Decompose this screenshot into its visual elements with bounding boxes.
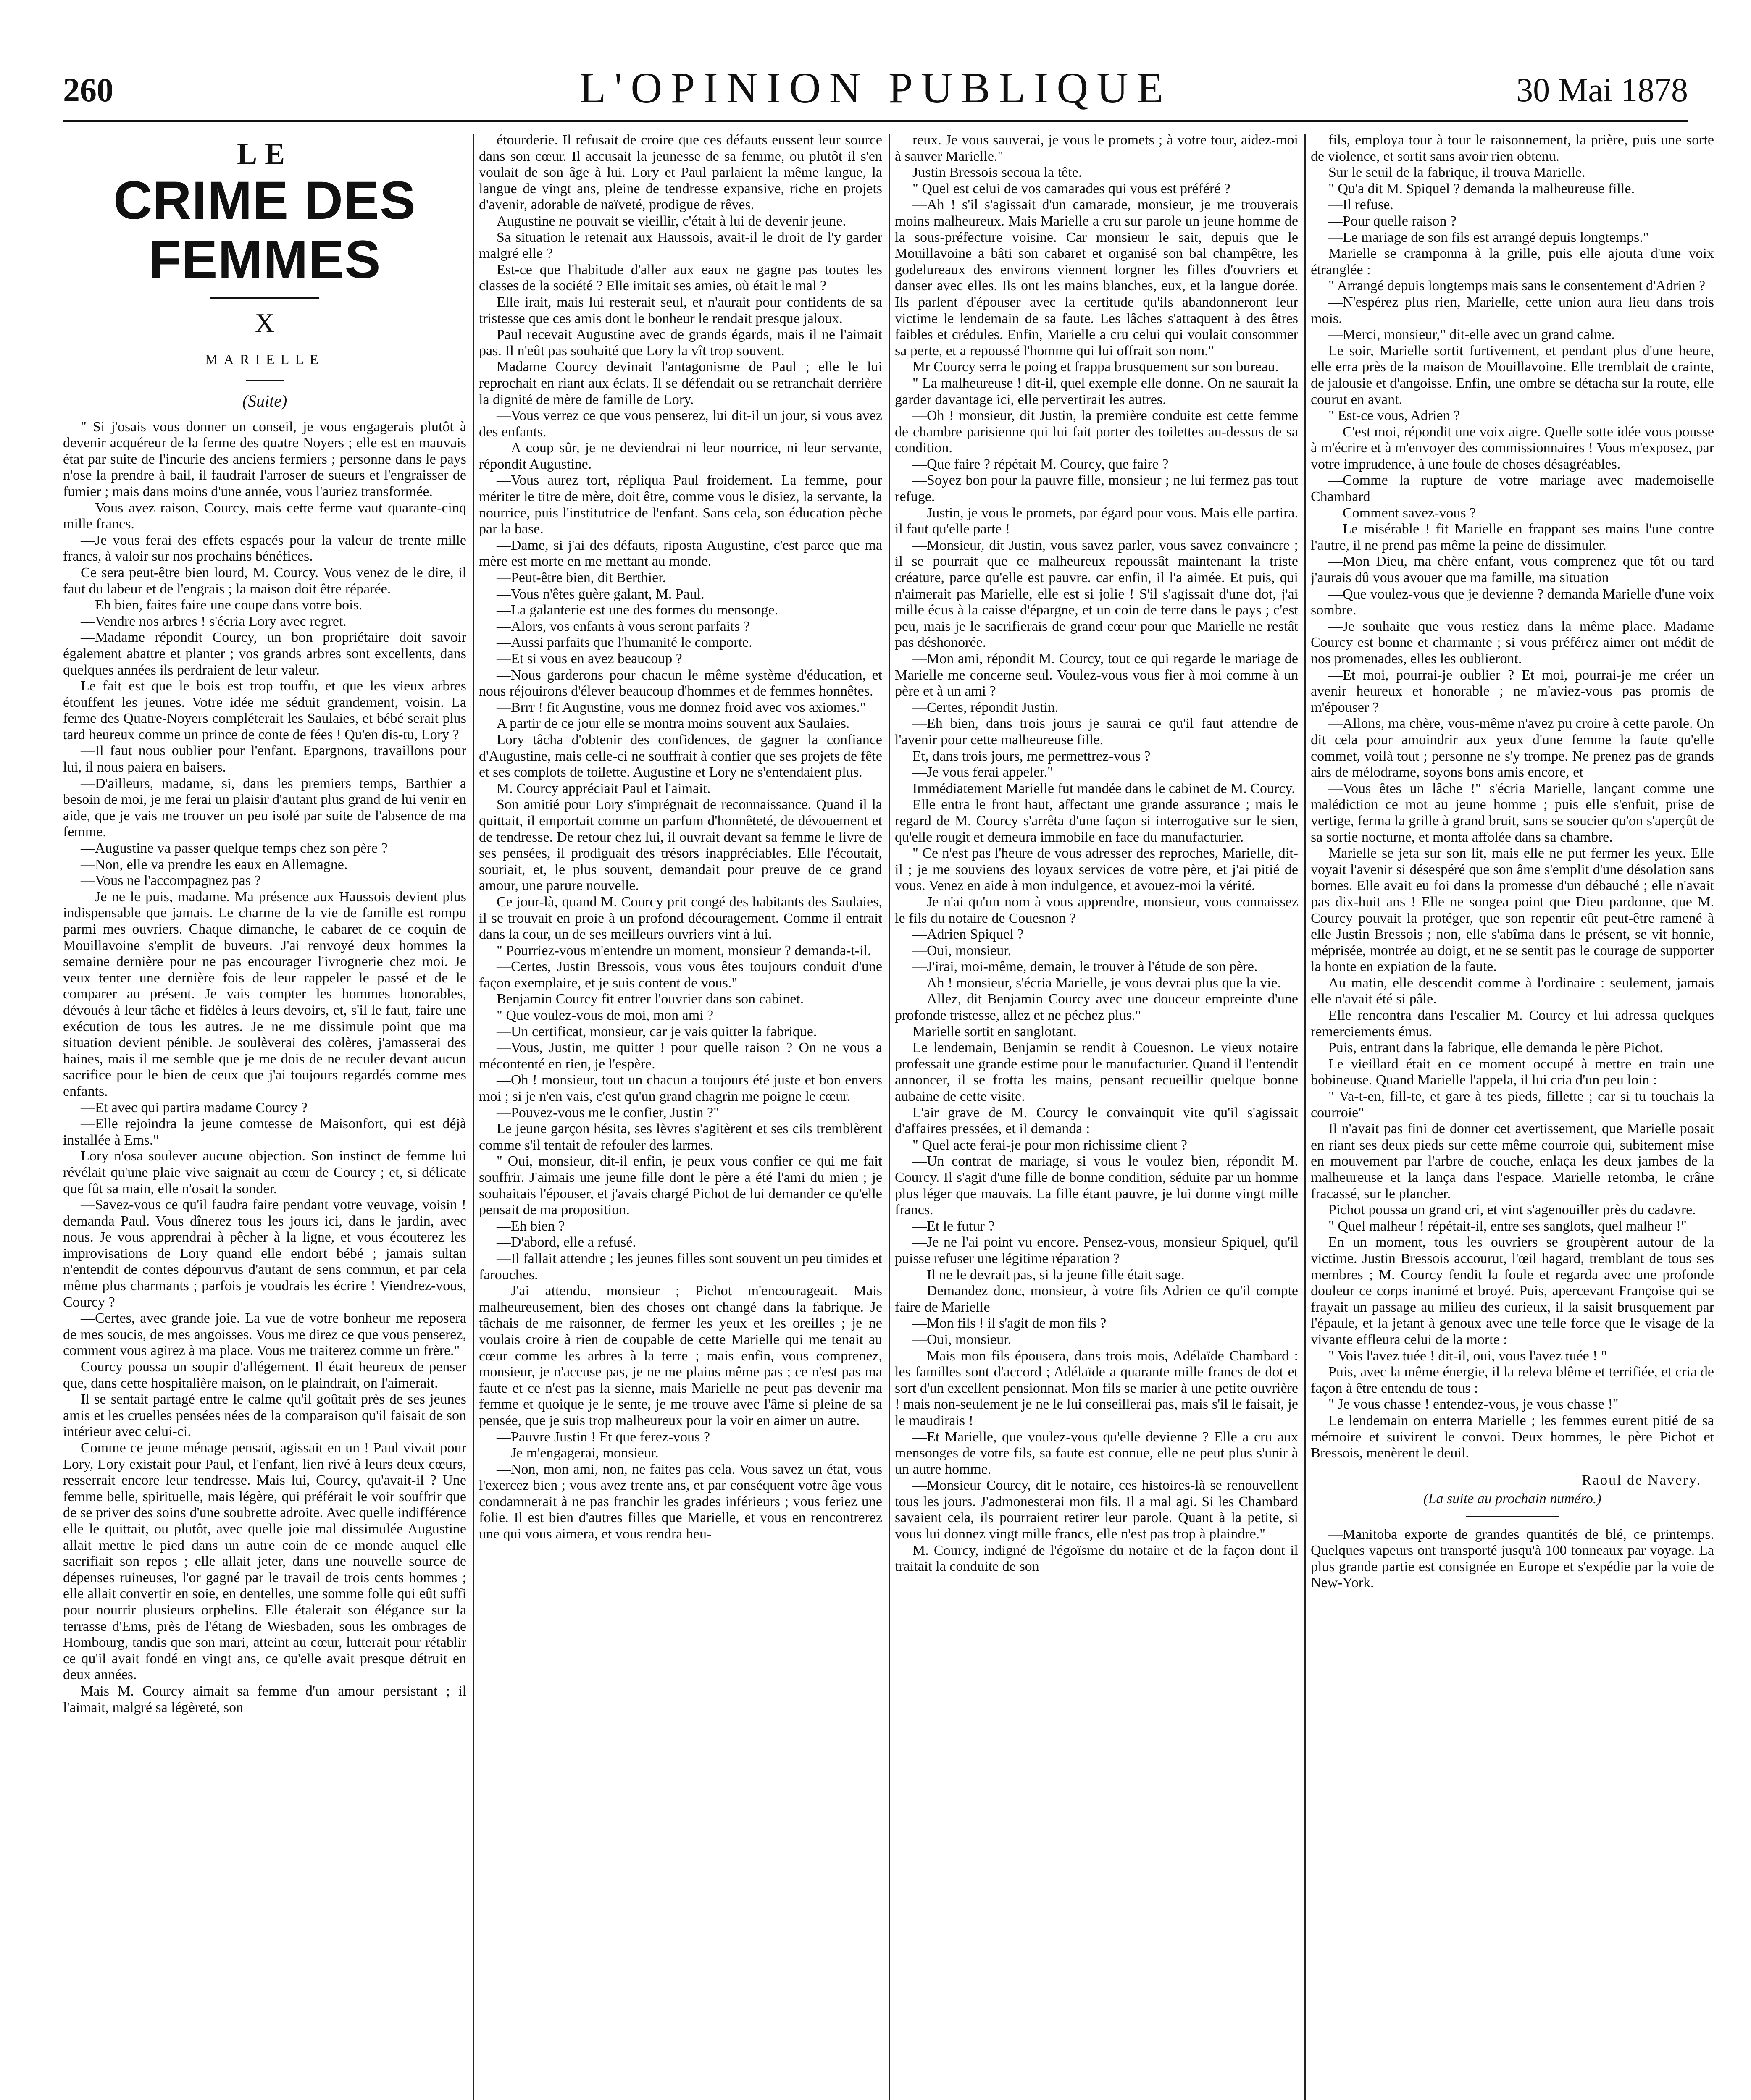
paragraph: Puis, entrant dans la fabrique, elle demanda le père Pichot.: [1328, 1040, 1663, 1056]
paragraph: —Alors, vos enfants à vous seront parfaits ?: [497, 618, 750, 634]
paragraph: Paul recevait Augustine avec de grands égards, mais il ne l'aimait pas. Il n'eût pas souhaité que Lory la vît trop souvent.: [479, 327, 882, 359]
paragraph: " Quel est celui de vos camarades qui vous est préféré ?: [912, 181, 1230, 197]
paragraph: Marielle sortit en sanglotant.: [912, 1024, 1077, 1040]
paragraph: " Ce n'est pas l'heure de vous adresser des reproches, Marielle, dit-il ; je me souviens des loyaux services de votre père, et j'ai pitié de vous. Venez en aide à mon indulgence, et avouez-moi la vérité.: [895, 845, 1298, 894]
paragraph: —Allez, dit Benjamin Courcy avec une douceur empreinte d'une profonde tristesse, allez et ne péchez plus.": [895, 991, 1298, 1024]
paragraph: —Certes, répondit Justin.: [912, 699, 1059, 715]
paragraph: —Eh bien, dans trois jours je saurai ce qu'il faut attendre de l'avenir pour cette malheureuse fille.: [895, 716, 1298, 748]
paragraph: Au matin, elle descendit comme à l'ordinaire : seulement, jamais elle n'avait été si pâle.: [1311, 975, 1714, 1007]
paragraph: —Monsieur Courcy, dit le notaire, ces histoires-là se renouvellent tous les jours. J'admonesterai mon fils. Il a mal agi. Si les Chambard savaient cela, ils pourraient retirer leur parole. Quant à la petite, si vous lui donnez vingt mille francs, elle n'est pas trop à plaindre.": [895, 1478, 1298, 1542]
column-text: [895, 132, 1298, 1575]
paragraph: —Peut-être bien, dit Berthier.: [497, 570, 666, 586]
paragraph: —Pour quelle raison ?: [1328, 213, 1457, 229]
chapter-number: X: [255, 307, 275, 338]
paragraph: " Est-ce vous, Adrien ?: [1328, 408, 1460, 424]
paragraph: Le vieillard était en ce moment occupé à mettre en train une bobineuse. Quand Marielle l'appela, il lui cria d'un peu loin :: [1311, 1056, 1714, 1088]
page-number: 260: [63, 72, 113, 109]
paragraph: Lory tâcha d'obtenir des confidences, de gagner la confiance d'Augustine, mais celle-ci ne souffrait à confier que ses projets de fête et ses complots de toilette. Augustine et Lory ne s'entendaient plus.: [479, 732, 882, 780]
column-text: [63, 419, 466, 1716]
paragraph: —Et moi, pourrai-je oublier ? Et moi, pourrai-je me créer un avenir heureux et honorable ; ne m'aviez-vous pas promis de m'épouser ?: [1311, 667, 1714, 715]
column-divider: [1304, 134, 1306, 2100]
paragraph: A partir de ce jour elle se montra moins souvent aux Saulaies.: [497, 716, 850, 732]
paragraph: " Va-t-en, fill-te, et gare à tes pieds, fillette ; car si tu touchais la courroie": [1311, 1089, 1714, 1121]
masthead-rule: [63, 120, 1688, 122]
paragraph: —Savez-vous ce qu'il faudra faire pendant votre veuvage, voisin ! demanda Paul. Vous dînerez tous les jours ici, dans le jardin, avec nous. Je vous apprendrai à pêcher à la ligne, et vous écouterez les improvisations de Lory quand elle endort bébé ; jamais sultan n'entendit de contes dépourvus d'autant de sens commun, et par cela même plus charmants ; parfois je voudrais les écrire ! Viendrez-vous, Courcy ?: [63, 1197, 466, 1310]
paragraph: —Merci, monsieur," dit-elle avec un grand calme.: [1328, 327, 1615, 343]
paragraph: Et, dans trois jours, me permettrez-vous ?: [912, 748, 1151, 764]
paragraph: " Quel acte ferai-je pour mon richissime client ?: [912, 1137, 1187, 1153]
paragraph: Sur le seuil de la fabrique, il trouva Marielle.: [1328, 165, 1585, 181]
paragraph: —Elle rejoindra la jeune comtesse de Maisonfort, qui est déjà installée à Ems.": [63, 1116, 466, 1148]
paragraph: En un moment, tous les ouvriers se groupèrent autour de la victime. Justin Bressois accourut, l'œil hagard, tremblant de tous ses membres ; M. Courcy fendit la foule et regarda avec une profonde douleur ce corps inanimé et broyé. Puis, apercevant Françoise qui se frayait un passage au milieu des curieux, il la saisit brusquement par l'épaule, et la jetant à genoux avec une telle force que le visage de la vivante effleura celui de la morte :: [1311, 1234, 1714, 1347]
section-rule: [1466, 1516, 1559, 1517]
paragraph: —Oui, monsieur.: [912, 942, 1012, 958]
paragraph: —D'abord, elle a refusé.: [497, 1234, 636, 1250]
paragraph: —Aussi parfaits que l'humanité le comporte.: [497, 635, 752, 651]
paragraph: " Pourriez-vous m'entendre un moment, monsieur ? demanda-t-il.: [497, 942, 871, 958]
paragraph: Est-ce que l'habitude d'aller aux eaux ne gagne pas toutes les classes de la société ? Elle imitait ses amies, où était le mal ?: [479, 262, 882, 294]
paragraph: —Je vous ferai appeler.": [912, 764, 1053, 780]
paragraph: —Le mariage de son fils est arrangé depuis longtemps.": [1328, 229, 1649, 245]
paragraph: —Oh ! monsieur, tout un chacun a toujours été juste et bon envers moi ; si je n'en vais, c'est qu'un grand chagrin me poigne le cœur.: [479, 1072, 882, 1105]
paragraph: Son amitié pour Lory s'imprégnait de reconnaissance. Quand il la quittait, il emportait comme un parfum d'honnêteté, de dévouement et de tendresse. De retour chez lui, il ouvrait devant sa femme le livre de ses pensées, il prodiguait des trésors inappréciables. Elle l'écoutait, souriait, et, le plus souvent, demandait pour preuve de ce grand amour, une parure nouvelle.: [479, 797, 882, 894]
column-1: [63, 132, 466, 2100]
paragraph: Courcy poussa un soupir d'allégement. Il était heureux de penser que, dans cette hospitalière maison, on le plaindrait, on l'aimerait.: [63, 1359, 466, 1391]
paragraph: —Vous ne l'accompagnez pas ?: [81, 873, 261, 889]
author-signature: Raoul de Navery.: [1582, 1472, 1701, 1488]
paragraph: —Vous êtes un lâche !" s'écria Marielle, lançant comme une malédiction ce mot au jeune homme ; puis elle s'enfuit, prise de vertige, ferma la grille à grand bruit, sans se soucier qu'on s'aperçût de sa sortie nocturne, et monta affolée dans sa chambre.: [1311, 780, 1714, 845]
paragraph: Le lendemain on enterra Marielle ; les femmes eurent pitié de sa mémoire et suivirent le convoi. Deux hommes, le père Pichot et Bressois, menèrent le deuil.: [1311, 1412, 1714, 1461]
paragraph: M. Courcy, indigné de l'égoïsme du notaire et de la façon dont il traitait la conduite de son: [895, 1542, 1298, 1575]
paragraph: " Oui, monsieur, dit-il enfin, je peux vous confier ce qui me fait souffrir. J'aimais une jeune fille dont le père a été l'ami du mien ; je souhaitais l'épouser, et j'avais chargé Pichot de lui demander ce qu'elle pensait de ma proposition.: [479, 1153, 882, 1218]
paragraph: —Que faire ? répétait M. Courcy, que faire ?: [912, 456, 1169, 472]
paragraph: L'air grave de M. Courcy le convainquit vite qu'il s'agissait d'affaires pressées, et il demanda :: [895, 1105, 1298, 1137]
paragraph: —Le misérable ! fit Marielle en frappant ses mains l'une contre l'autre, il ne prend pas même la peine de dissimuler.: [1311, 521, 1714, 553]
column-2: [479, 132, 882, 2100]
paragraph: étourderie. Il refusait de croire que ces défauts eussent leur source dans son cœur. Il accusait la jeunesse de sa femme, ou plutôt il s'en voulait de son âge à lui. Lory et Paul parlaient la même langue, la langue de vingt ans, pleine de tendresse expansive, riche en projets d'avenir, adorable de naïveté, prodigue de rêves.: [479, 132, 882, 213]
paragraph: Elle entra le front haut, affectant une grande assurance ; mais le regard de M. Courcy s'arrêta d'une façon si interrogative sur le sien, qu'elle rougit et demeura immobile en face du manufacturier.: [895, 797, 1298, 845]
paragraph: —Et Marielle, que voulez-vous qu'elle devienne ? Elle a cru aux mensonges de votre fils, sa faute est connue, elle ne peut plus s'unir à un autre homme.: [895, 1429, 1298, 1477]
paragraph: Justin Bressois secoua la tête.: [912, 165, 1082, 181]
paragraph: Ce sera peut-être bien lourd, M. Courcy. Vous venez de le dire, il faut du labeur et de l'engrais ; la maison doit être réparée.: [63, 564, 466, 597]
paragraph: —Non, mon ami, non, ne faites pas cela. Vous savez un état, vous l'exercez bien ; vous avez trente ans, et par conséquent votre âge vous condamnerait à ne pas franchir les grades inférieurs ; vous feriez une folie. Il est bien d'autres filles que Marielle, et vous en rencontrerez une qui vous aimera, et vous rendra heu-: [479, 1461, 882, 1542]
paragraph: —Mon fils ! il s'agit de mon fils ?: [912, 1315, 1107, 1331]
paragraph: " Que voulez-vous de moi, mon ami ?: [497, 1008, 714, 1024]
paragraph: Puis, avec la même énergie, il la releva blême et terrifiée, et cria de façon à être entendu de tous :: [1311, 1364, 1714, 1396]
paragraph: —Vous aurez tort, répliqua Paul froidement. La femme, pour mériter le titre de mère, doit être, comme vous le disiez, la servante, la nourrice, puis l'institutrice de l'enfant. Sans cela, son éducation pèche par la base.: [479, 472, 882, 537]
paragraph: " Je vous chasse ! entendez-vous, je vous chasse !": [1328, 1396, 1619, 1412]
paragraph: —D'ailleurs, madame, si, dans les premiers temps, Barthier a besoin de moi, je me ferai un plaisir d'autant plus grand de lui venir en aide, que je vais me trouver un peu isolé par suite de l'absence de ma femme.: [63, 775, 466, 840]
paragraph: —Je ne l'ai point vu encore. Pensez-vous, monsieur Spiquel, qu'il puisse refuser une légitime réparation ?: [895, 1234, 1298, 1266]
paragraph: Benjamin Courcy fit entrer l'ouvrier dans son cabinet.: [497, 991, 804, 1007]
column-divider: [473, 134, 474, 2100]
paragraph: —Madame répondit Courcy, un bon propriétaire doit savoir également abattre et planter ; vos grands arbres sont excellents, dans quelques années ils perdraient de leur valeur.: [63, 630, 466, 678]
paragraph: —J'ai attendu, monsieur ; Pichot m'encourageait. Mais malheureusement, bien des choses ont changé dans la fabrique. Je tâchais de me raisonner, de fermer les yeux et les oreilles ; je ne voulais croire à rien de coupable de cette Marielle qui me tenait au cœur comme les arbres à la terre ; mais enfin, vous comprenez, monsieur, je n'accuse pas, je ne me plains même pas ; ce n'est pas ma faute et ce n'est pas la sienne, mais Marielle ne peut pas devenir ma femme et quoique je le sente, je me trouve avec l'âme si pleine de sa pensée, que je suis trop malheureux pour la voir en aimer un autre.: [479, 1283, 882, 1428]
paragraph: —Monsieur, dit Justin, vous savez parler, vous savez convaincre ; il se pourrait que ce malheureux repoussât maintenant la triste créature, parce qu'elle est pauvre. car enfin, il l'a aimée. Et puis, qui n'aimerait pas Marielle, elle est si jolie ! S'il s'agissait d'une dot, j'ai mille écus à la caisse d'épargne, et un coin de terre dans le pays ; c'est peu, mais je le sacrifierais de grand cœur pour que Marielle ne restât pas déshonorée.: [895, 537, 1298, 651]
story-heading: [63, 136, 466, 411]
paragraph: —Adrien Spiquel ?: [912, 927, 1024, 942]
paragraph: —Je n'ai qu'un nom à vous apprendre, monsieur, vous connaissez le fils du notaire de Couesnon ?: [895, 894, 1298, 926]
paragraph: —Ah ! monsieur, s'écria Marielle, je vous devrai plus que la vie.: [912, 975, 1281, 991]
paragraph: —A coup sûr, je ne deviendrai ni leur nourrice, ni leur servante, répondit Augustine.: [479, 440, 882, 472]
paragraph: Sa situation le retenait aux Haussois, avait-il le droit de l'y garder malgré elle ?: [479, 229, 882, 262]
paragraph: fils, employa tour à tour le raisonnement, la prière, puis une sorte de violence, et sortit sans avoir rien obtenu.: [1311, 132, 1714, 164]
paragraph: —Ah ! s'il s'agissait d'un camarade, monsieur, je me trouverais moins malheureux. Mais Marielle a cru sur parole un jeune homme de la sous-préfecture voisine. Car monsieur le sait, depuis que le Mouillavoine a bâti son cabaret et organisé son bal champêtre, les godelureaux des environs viennent lorgner les filles d'ouvriers et danser avec elles. Ils ont les mains blanches, eux, et la langue dorée. Ils parlent d'épouser avec la certitude qu'ils abandonneront leur victime le lendemain de sa faute. Les lâches s'attaquent à des êtres faibles et crédules. Enfin, Marielle a cru celui qui voulait consommer sa perte, et a repoussé l'homme qui lui offrait son nom.": [895, 197, 1298, 359]
paragraph: —Et le futur ?: [912, 1218, 995, 1234]
paragraph: —Mon ami, répondit M. Courcy, tout ce qui regarde le mariage de Marielle me concerne seul. Voulez-vous vous fier à moi comme à un père et à un ami ?: [895, 651, 1298, 699]
paragraph: —Vous verrez ce que vous penserez, lui dit-il un jour, si vous avez des enfants.: [479, 408, 882, 440]
paragraph: —Vous, Justin, me quitter ! pour quelle raison ? On ne vous a mécontenté en rien, je l'espère.: [479, 1040, 882, 1072]
paragraph: —Et avec qui partira madame Courcy ?: [81, 1100, 308, 1116]
paragraph: —Et si vous en avez beaucoup ?: [497, 651, 682, 667]
paragraph: —Vendre nos arbres ! s'écria Lory avec regret.: [81, 613, 347, 629]
column-4: [1311, 132, 1714, 2100]
masthead: [63, 63, 1688, 113]
heading-rule: [210, 297, 319, 299]
paragraph: —La galanterie est une des formes du mensonge.: [497, 602, 778, 618]
paragraph: —Allons, ma chère, vous-même n'avez pu croire à cette parole. On dit cela pour amoindrir aux yeux d'une femme la faute qu'elle commet, voilà tout ; personne ne s'y trompe. Ne prenez pas de grands airs de mélodrame, soyons bons amis encore, et: [1311, 716, 1714, 780]
paragraph: —Il faut nous oublier pour l'enfant. Epargnons, travaillons pour lui, il nous paiera en baisers.: [63, 743, 466, 775]
paragraph: Elle irait, mais lui resterait seul, et n'aurait pour confidents de sa tristesse que ces amis dont le bonheur le rendait presque jaloux.: [479, 294, 882, 326]
paragraph: Elle rencontra dans l'escalier M. Courcy et lui adressa quelques remerciements émus.: [1311, 1008, 1714, 1040]
paragraph: —Demandez donc, monsieur, à votre fils Adrien ce qu'il compte faire de Marielle: [895, 1283, 1298, 1315]
column-3: [895, 132, 1298, 2100]
news-brief: —Manitoba exporte de grandes quantités de blé, ce printemps. Quelques vapeurs ont transporté jusqu'à 100 tonneaux par voyage. La plus grande partie est consignée en Europe et s'expédie par la voie de New-York.: [1311, 1526, 1714, 1591]
paragraph: —Comment savez-vous ?: [1328, 505, 1476, 521]
paragraph: —Vous n'êtes guère galant, M. Paul.: [497, 586, 705, 602]
paragraph: —Mais mon fils épousera, dans trois mois, Adélaïde Chambard : les familles sont d'accord ; Adélaïde a quarante mille francs de dot et sort d'un excellent pensionnat. Mon fils se marier à une petite ouvrière ! mais non-seulement je ne le lui conseillerai pas, mais s'il le faisait, je le maudirais !: [895, 1348, 1298, 1428]
paragraph: " La malheureuse ! dit-il, quel exemple elle donne. On ne saurait la garder davantage ici, elle pervertirait les autres.: [895, 375, 1298, 407]
paragraph: Le lendemain, Benjamin se rendit à Couesnon. Le vieux notaire professait une grande estime pour le manufacturier. Quand il l'entendit annoncer, il se frotta les mains, pensant recueillir quelque bonne aubaine de cette visite.: [895, 1040, 1298, 1105]
paragraph: —N'espérez plus rien, Marielle, cette union aura lieu dans trois mois.: [1311, 294, 1714, 326]
paragraph: —Brrr ! fit Augustine, vous me donnez froid avec vos axiomes.": [497, 699, 866, 715]
paragraph: Ce jour-là, quand M. Courcy prit congé des habitants des Saulaies, il se trouvait en proie à un profond découragement. Comme il entrait dans la cour, un de ses meilleurs ouvriers vint à lui.: [479, 894, 882, 942]
paragraph: —Certes, Justin Bressois, vous vous êtes toujours conduit d'une façon exemplaire, et je suis content de vous.": [479, 959, 882, 991]
paragraph: —Je m'engagerai, monsieur.: [497, 1445, 659, 1461]
paragraph: " Vois l'avez tuée ! dit-il, oui, vous l'avez tuée ! ": [1328, 1348, 1607, 1364]
paragraph: —C'est moi, répondit une voix aigre. Quelle sotte idée vous pousse à m'écrire et à m'envoyer des commissionnaires ! Vous m'exposez, par votre imprudence, à une foule de choses désagréables.: [1311, 424, 1714, 472]
paragraph: Mais M. Courcy aimait sa femme d'un amour persistant ; il l'aimait, malgré sa légèreté, son: [63, 1683, 466, 1715]
paragraph: —Non, elle va prendre les eaux en Allemagne.: [81, 856, 348, 872]
column-text: [1311, 132, 1714, 1462]
paragraph: reux. Je vous sauverai, je vous le promets ; à votre tour, aidez-moi à sauver Marielle.": [895, 132, 1298, 164]
paragraph: —Un certificat, monsieur, car je vais quitter la fabrique.: [497, 1024, 817, 1040]
paragraph: —Je souhaite que vous restiez dans la même place. Madame Courcy est bonne et charmante ; si vous préférez aimer ont médit de nos promenades, elles les oublieront.: [1311, 618, 1714, 667]
paragraph: —Oui, monsieur.: [912, 1331, 1012, 1347]
chapter-title: MARIELLE: [205, 352, 324, 368]
paragraph: —Eh bien, faites faire une coupe dans votre bois.: [81, 597, 363, 613]
paragraph: —Il refuse.: [1328, 197, 1393, 213]
paragraph: Madame Courcy devinait l'antagonisme de Paul ; elle le lui reprochait en riant aux éclats. Il se défendait ou se retranchait derrière la dignité de mère de famille de Lory.: [479, 359, 882, 407]
paragraph: " Qu'a dit M. Spiquel ? demanda la malheureuse fille.: [1328, 181, 1635, 197]
paragraph: —Justin, je vous le promets, par égard pour vous. Mais elle partira. il faut qu'elle parte !: [895, 505, 1298, 537]
continued-label: (Suite): [242, 391, 287, 410]
paragraph: —Comme la rupture de votre mariage avec mademoiselle Chambard: [1311, 472, 1714, 505]
story-kicker: LE: [237, 137, 293, 171]
publication-title: L'OPINION PUBLIQUE: [579, 64, 1172, 112]
column-text: [479, 132, 882, 1543]
paragraph: " Si j'osais vous donner un conseil, je vous engagerais plutôt à devenir acquéreur de la ferme des quatre Noyers ; elle est en mauvais état par suite de l'incurie des anciens fermiers ; personne dans le pays n'ose la prendre à bail, il faudrait l'arroser de sueurs et l'engraisser de fumier ; mais dans moins d'une année, vous l'auriez transformée.: [63, 419, 466, 499]
paragraph: Lory n'osa soulever aucune objection. Son instinct de femme lui révélait qu'une plaie vive saignait au cœur de Courcy ; et, si délicate que fût sa main, elle n'osait la sonder.: [63, 1148, 466, 1197]
paragraph: —Je ne le puis, madame. Ma présence aux Haussois devient plus indispensable que jamais. Le charme de la vie de famille est rompu parmi mes ouvriers. Chaque dimanche, le cabaret de ce coquin de Mouillavoine s'emplit de buveurs. J'ai renvoyé deux hommes la semaine dernière pour ne pas encourager l'ivrognerie chez moi. Je veux tenter une dernière fois de leur rappeler le passé et de le comparer au présent. Je vais compter les hommes honorables, dévoués à leur tâche et fidèles à leurs devoirs, et, s'il le faut, faire une exécution de tous les autres. Je ne me dissimule point que ma situation devient pénible. Je soulèverai des colères, j'amasserai des haines, mais il me semble que je me dois de ne reculer devant aucun sacrifice pour le bien de ceux que j'ai toujours regardés comme mes enfants.: [63, 889, 466, 1099]
paragraph: —Je vous ferai des effets espacés pour la valeur de trente mille francs, à valoir sur nos prochains bénéfices.: [63, 532, 466, 564]
paragraph: —J'irai, moi-même, demain, le trouver à l'étude de son père.: [912, 959, 1258, 975]
paragraph: Immédiatement Marielle fut mandée dans le cabinet de M. Courcy.: [912, 780, 1295, 796]
paragraph: Pichot poussa un grand cri, et vint s'agenouiller près du cadavre.: [1328, 1202, 1696, 1218]
paragraph: Mr Courcy serra le poing et frappa brusquement sur son bureau.: [912, 359, 1279, 375]
paragraph: —Augustine va passer quelque temps chez son père ?: [81, 840, 388, 856]
paragraph: —Pouvez-vous me le confier, Justin ?": [497, 1105, 719, 1121]
paragraph: Il n'avait pas fini de donner cet avertissement, que Marielle posait en riant ses deux pieds sur cette même courroie qui, subitement mise en mouvement par l'arbre de couche, enlaça les deux jambes de la malheureuse et la lança dans l'espace. Marielle retomba, le crâne fracassé, sur le plancher.: [1311, 1121, 1714, 1202]
paragraph: —Certes, avec grande joie. La vue de votre bonheur me reposera de mes soucis, de mes angoisses. Vous me direz ce que vous penserez, comment vous agirez à ma place. Vous me traiterez comme un frère.": [63, 1310, 466, 1359]
paragraph: Marielle se jeta sur son lit, mais elle ne put fermer les yeux. Elle voyait l'avenir si désespéré que son âme s'emplit d'une désolation sans bornes. Elle avait eu foi dans la promesse d'un débauché ; elle n'avait pas dix-huit ans ! Elle ne songea point que Dieu pardonne, que M. Courcy pouvait la protéger, que son repentir eût peut-être ramené à elle Justin Bressois ; non, elle s'abîma dans le présent, se vit honnie, méprisée, montrée au doigt, et ne se sentit pas le courage de supporter la honte en expiation de la faute.: [1311, 845, 1714, 975]
paragraph: Le soir, Marielle sortit furtivement, et pendant plus d'une heure, elle erra près de la maison de Mouillavoine. Elle tremblait de crainte, de jalousie et d'angoisse. Enfin, une ombre se détacha sur la route, elle courut en avant.: [1311, 343, 1714, 407]
chapter-rule: [246, 380, 284, 381]
paragraph: Il se sentait partagé entre le calme qu'il goûtait près de ses jeunes amis et les cruelles pensées nées de la comparaison qu'il faisait de son intérieur avec celui-ci.: [63, 1391, 466, 1440]
paragraph: —Nous garderons pour chacun le même système d'éducation, et nous réjouirons d'élever beaucoup d'hommes et de femmes honnêtes.: [479, 667, 882, 699]
paragraph: —Mon Dieu, ma chère enfant, vous comprenez que tôt ou tard j'aurais dû vous avouer que ma famille, ma situation: [1311, 554, 1714, 586]
paragraph: " Arrangé depuis longtemps mais sans le consentement d'Adrien ?: [1328, 278, 1706, 294]
paragraph: Le fait est que le bois est trop touffu, et que les vieux arbres étouffent les jeunes. Votre idée me séduit grandement, voisin. La ferme des Quatre-Noyers compléterait les Saulaies, et bébé serait plus tard heureux comme un prince de conte de fées ! Qu'en dis-tu, Lory ?: [63, 678, 466, 743]
paragraph: —Vous avez raison, Courcy, mais cette ferme vaut quarante-cinq mille francs.: [63, 500, 466, 532]
paragraph: " Quel malheur ! répétait-il, entre ses sanglots, quel malheur !": [1328, 1218, 1687, 1234]
paragraph: Marielle se cramponna à la grille, puis elle ajouta d'une voix étranglée :: [1311, 246, 1714, 278]
issue-date: 30 Mai 1878: [1516, 72, 1688, 109]
paragraph: —Il ne le devrait pas, si la jeune fille était sage.: [912, 1267, 1185, 1283]
paragraph: —Pauvre Justin ! Et que ferez-vous ?: [497, 1429, 710, 1445]
paragraph: Augustine ne pouvait se vieillir, c'était à lui de devenir jeune.: [497, 213, 846, 229]
story-headline: CRIME DES FEMMES: [113, 171, 416, 290]
paragraph: —Un contrat de mariage, si vous le voulez bien, répondit M. Courcy. Il s'agit d'une fille de bonne condition, séduite par un homme plus léger que mauvais. La fille étant pauvre, je lui donne vingt mille francs.: [895, 1153, 1298, 1218]
continued-next-notice: (La suite au prochain numéro.): [1423, 1491, 1601, 1507]
paragraph: —Soyez bon pour la pauvre fille, monsieur ; ne lui fermez pas tout refuge.: [895, 472, 1298, 505]
paragraph: —Dame, si j'ai des défauts, riposta Augustine, c'est parce que ma mère est morte en me mettant au monde.: [479, 537, 882, 570]
paragraph: —Il fallait attendre ; les jeunes filles sont souvent un peu timides et farouches.: [479, 1250, 882, 1283]
paragraph: —Que voulez-vous que je devienne ? demanda Marielle d'une voix sombre.: [1311, 586, 1714, 618]
column-divider: [889, 134, 890, 2100]
paragraph: —Oh ! monsieur, dit Justin, la première conduite est cette femme de chambre parisienne qui lui fait porter des toilettes au-dessus de sa condition.: [895, 408, 1298, 456]
paragraph: Le jeune garçon hésita, ses lèvres s'agitèrent et ses cils tremblèrent comme s'il tentait de refouler des larmes.: [479, 1121, 882, 1153]
paragraph: Comme ce jeune ménage pensait, agissait en un ! Paul vivait pour Lory, Lory existait pour Paul, et l'enfant, lien rivé à leurs deux cœurs, resserrait encore leur tendresse. Mais lui, Courcy, qu'avait-il ? Une femme belle, spirituelle, mais légère, qui préférait le voir souffrir que de se priver des soins d'une soubrette adroite. Avec quelle indifférence elle le quittait, ou plutôt, avec quelle joie mal dissimulée Augustine allait mettre le pied dans un autre coin de ce monde auquel elle sacrifiait son repos ; elle allait jeter, dans une nouvelle source de dépenses ruineuses, l'or gagné par le travail de trois cents hommes ; elle allait convertir en soie, en dentelles, une somme folle qui eût suffi pour nourrir plusieurs orphelins. Elle étalerait son élégance sur la terrasse d'Ems, près de l'étang de Wiesbaden, sous les ombrages de Hombourg, tandis que son mari, atteint au cœur, lutterait pour rétablir ce qu'il avait fondé en vingt ans, ce qu'elle avait presque détruit en deux années.: [63, 1440, 466, 1683]
paragraph: —Eh bien ?: [497, 1218, 565, 1234]
paragraph: M. Courcy appréciait Paul et l'aimait.: [497, 780, 711, 796]
